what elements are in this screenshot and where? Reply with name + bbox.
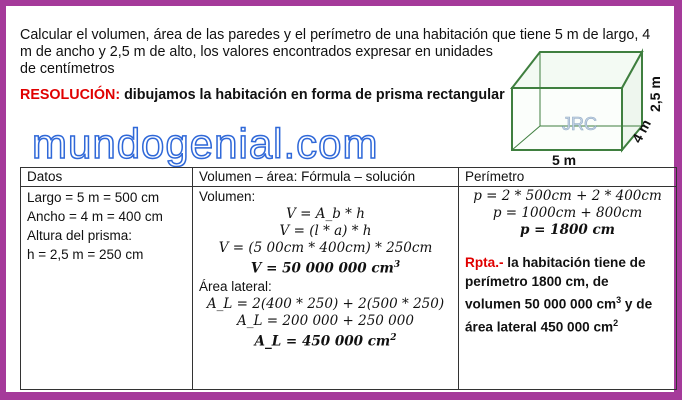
dato-largo: Largo = 5 m = 500 cm [27,190,160,205]
perimetro-cell [459,187,677,390]
volumen-eq-3: V = (5 00cm * 400cm) * 250cm [218,240,433,256]
perimetro-eq-2: p = 1000cm + 800cm [492,205,643,221]
depth-label: 4 m [628,116,654,146]
volumen-eq-1: V = A_b * h [286,206,365,222]
resolution-text: dibujamos la habitación en forma de prisma rectangular [124,87,505,103]
datos-cell [21,187,193,390]
perimetro-eq-1: p = 2 * 500cm + 2 * 400cm [473,188,662,204]
problem-line-3: de centímetros [20,61,115,77]
watermark: mundogenial.com [32,120,379,167]
area-eq-1: A_L = 2(400 * 250) + 2(500 * 250) [206,295,445,312]
dato-ancho: Ancho = 4 m = 400 cm [27,209,163,224]
area-result-text: A_L = 450 000 cm [254,333,391,349]
answer-key: Rpta.- [465,255,504,270]
header-formula: Volumen – área: Fórmula – solución [193,168,459,187]
answer-line-3b: y de [621,296,653,312]
answer-line-3: volumen 50 000 000 cm [465,296,617,312]
width-label: 5 m [552,152,577,168]
dato-altura-label: Altura del prisma: [27,228,133,243]
problem-line-1: Calcular el volumen, área de las paredes y el perímetro de una habitación que tiene 5 m de largo, 4 [20,27,651,43]
resolution-line [20,87,505,103]
height-label: 2,5 m [647,76,663,112]
volumen-result-text: V = 50 000 000 cm [250,260,394,277]
dato-altura: h = 2,5 m = 250 cm [27,247,144,262]
answer-line-4: área lateral 450 000 cm [465,319,614,335]
area-label: Área lateral: [199,278,272,294]
table-body-row [21,187,677,390]
resolution-lead: RESOLUCIÓN: [20,87,121,103]
formula-cell [193,187,459,390]
area-result: A_L = 450 000 $cm^2$ [254,332,397,349]
rectangular-prism-figure [500,40,670,170]
table-header-row [21,168,677,187]
area-eq-2: A_L = 200 000 + 250 000 [237,312,414,329]
header-perimetro: Perímetro [459,168,677,187]
answer-text: Rpta.- la habitación tiene de perímetro 1800 cm, de volumen 50 000 000 $cm^3$ y de área lateral 450 000 $cm^2$ [465,255,653,335]
prism-mark: JRC [562,114,597,134]
header-datos: Datos [21,168,193,187]
volumen-eq-2: V = (l * a) * h [279,223,372,239]
solution-table [20,167,677,390]
problem-line-2: m de ancho y 2,5 m de alto, los valores encontrados expresar en unidades [20,44,493,60]
perimetro-result: p = 1800 cm [520,222,615,238]
answer-line-1: la habitación tiene de [507,255,646,270]
volumen-label: Volumen: [199,189,256,204]
answer-line-2: perímetro 1800 cm, de [465,274,609,289]
volumen-result: V = 50 000 000 $cm^3$ [250,260,401,277]
